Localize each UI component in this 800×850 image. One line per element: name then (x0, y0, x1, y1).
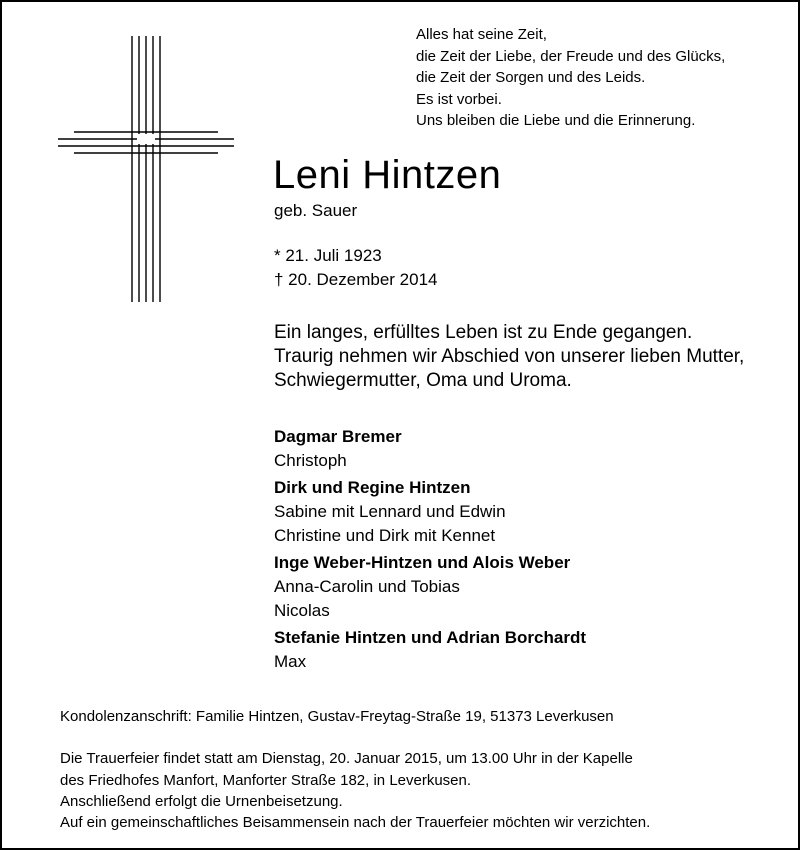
family-member: Nicolas (274, 601, 330, 620)
funeral-line: Die Trauerfeier findet statt am Dienstag, 20. Januar 2015, um 13.00 Uhr in der Kapelle (60, 750, 633, 767)
poem-line: die Zeit der Sorgen und des Leids. (416, 69, 646, 86)
deceased-name: Leni Hintzen (273, 153, 502, 197)
family-member: Christine und Dirk mit Kennet (274, 526, 496, 545)
message-line: Traurig nehmen wir Abschied von unserer lieben Mutter, (274, 346, 745, 367)
family-head: Inge Weber-Hintzen und Alois Weber (274, 553, 571, 572)
birth-name: geb. Sauer (274, 201, 358, 220)
funeral-line: Anschließend erfolgt die Urnenbeisetzung. (60, 793, 343, 810)
family-group (274, 425, 586, 473)
condolence-address: Kondolenzanschrift: Familie Hintzen, Gustav-Freytag-Straße 19, 51373 Leverkusen (60, 708, 614, 725)
message-line: Ein langes, erfülltes Leben ist zu Ende gegangen. (274, 322, 693, 343)
death-date: † 20. Dezember 2014 (274, 270, 438, 289)
family-group (274, 626, 586, 674)
cross-icon (58, 36, 234, 302)
family-head: Stefanie Hintzen und Adrian Borchardt (274, 628, 587, 647)
poem-line: die Zeit der Liebe, der Freude und des Glücks, (416, 47, 726, 65)
message-line: Schwiegermutter, Oma und Uroma. (274, 370, 572, 391)
funeral-info (60, 748, 633, 813)
life-dates (274, 244, 438, 292)
poem-line: Es ist vorbei. (416, 90, 502, 108)
family-member: Anna-Carolin und Tobias (274, 577, 460, 596)
mourners-list (274, 425, 586, 677)
family-member: Christoph (274, 451, 347, 470)
family-group (274, 551, 586, 623)
family-head: Dirk und Regine Hintzen (274, 478, 471, 497)
poem-line: Uns bleiben die Liebe und die Erinnerung. (416, 112, 696, 129)
closing-note: Auf ein gemeinschaftliches Beisammensein nach der Trauerfeier möchten wir verzichten. (60, 814, 651, 831)
family-member: Sabine mit Lennard und Edwin (274, 502, 506, 521)
family-head: Dagmar Bremer (274, 427, 402, 446)
family-group (274, 476, 586, 548)
birth-date: * 21. Juli 1923 (274, 246, 382, 265)
poem (416, 24, 725, 132)
poem-line: Alles hat seine Zeit, (416, 26, 547, 43)
family-member: Max (274, 652, 307, 671)
funeral-line: des Friedhofes Manfort, Manforter Straße 182, in Leverkusen. (60, 771, 472, 789)
farewell-message (274, 321, 744, 393)
